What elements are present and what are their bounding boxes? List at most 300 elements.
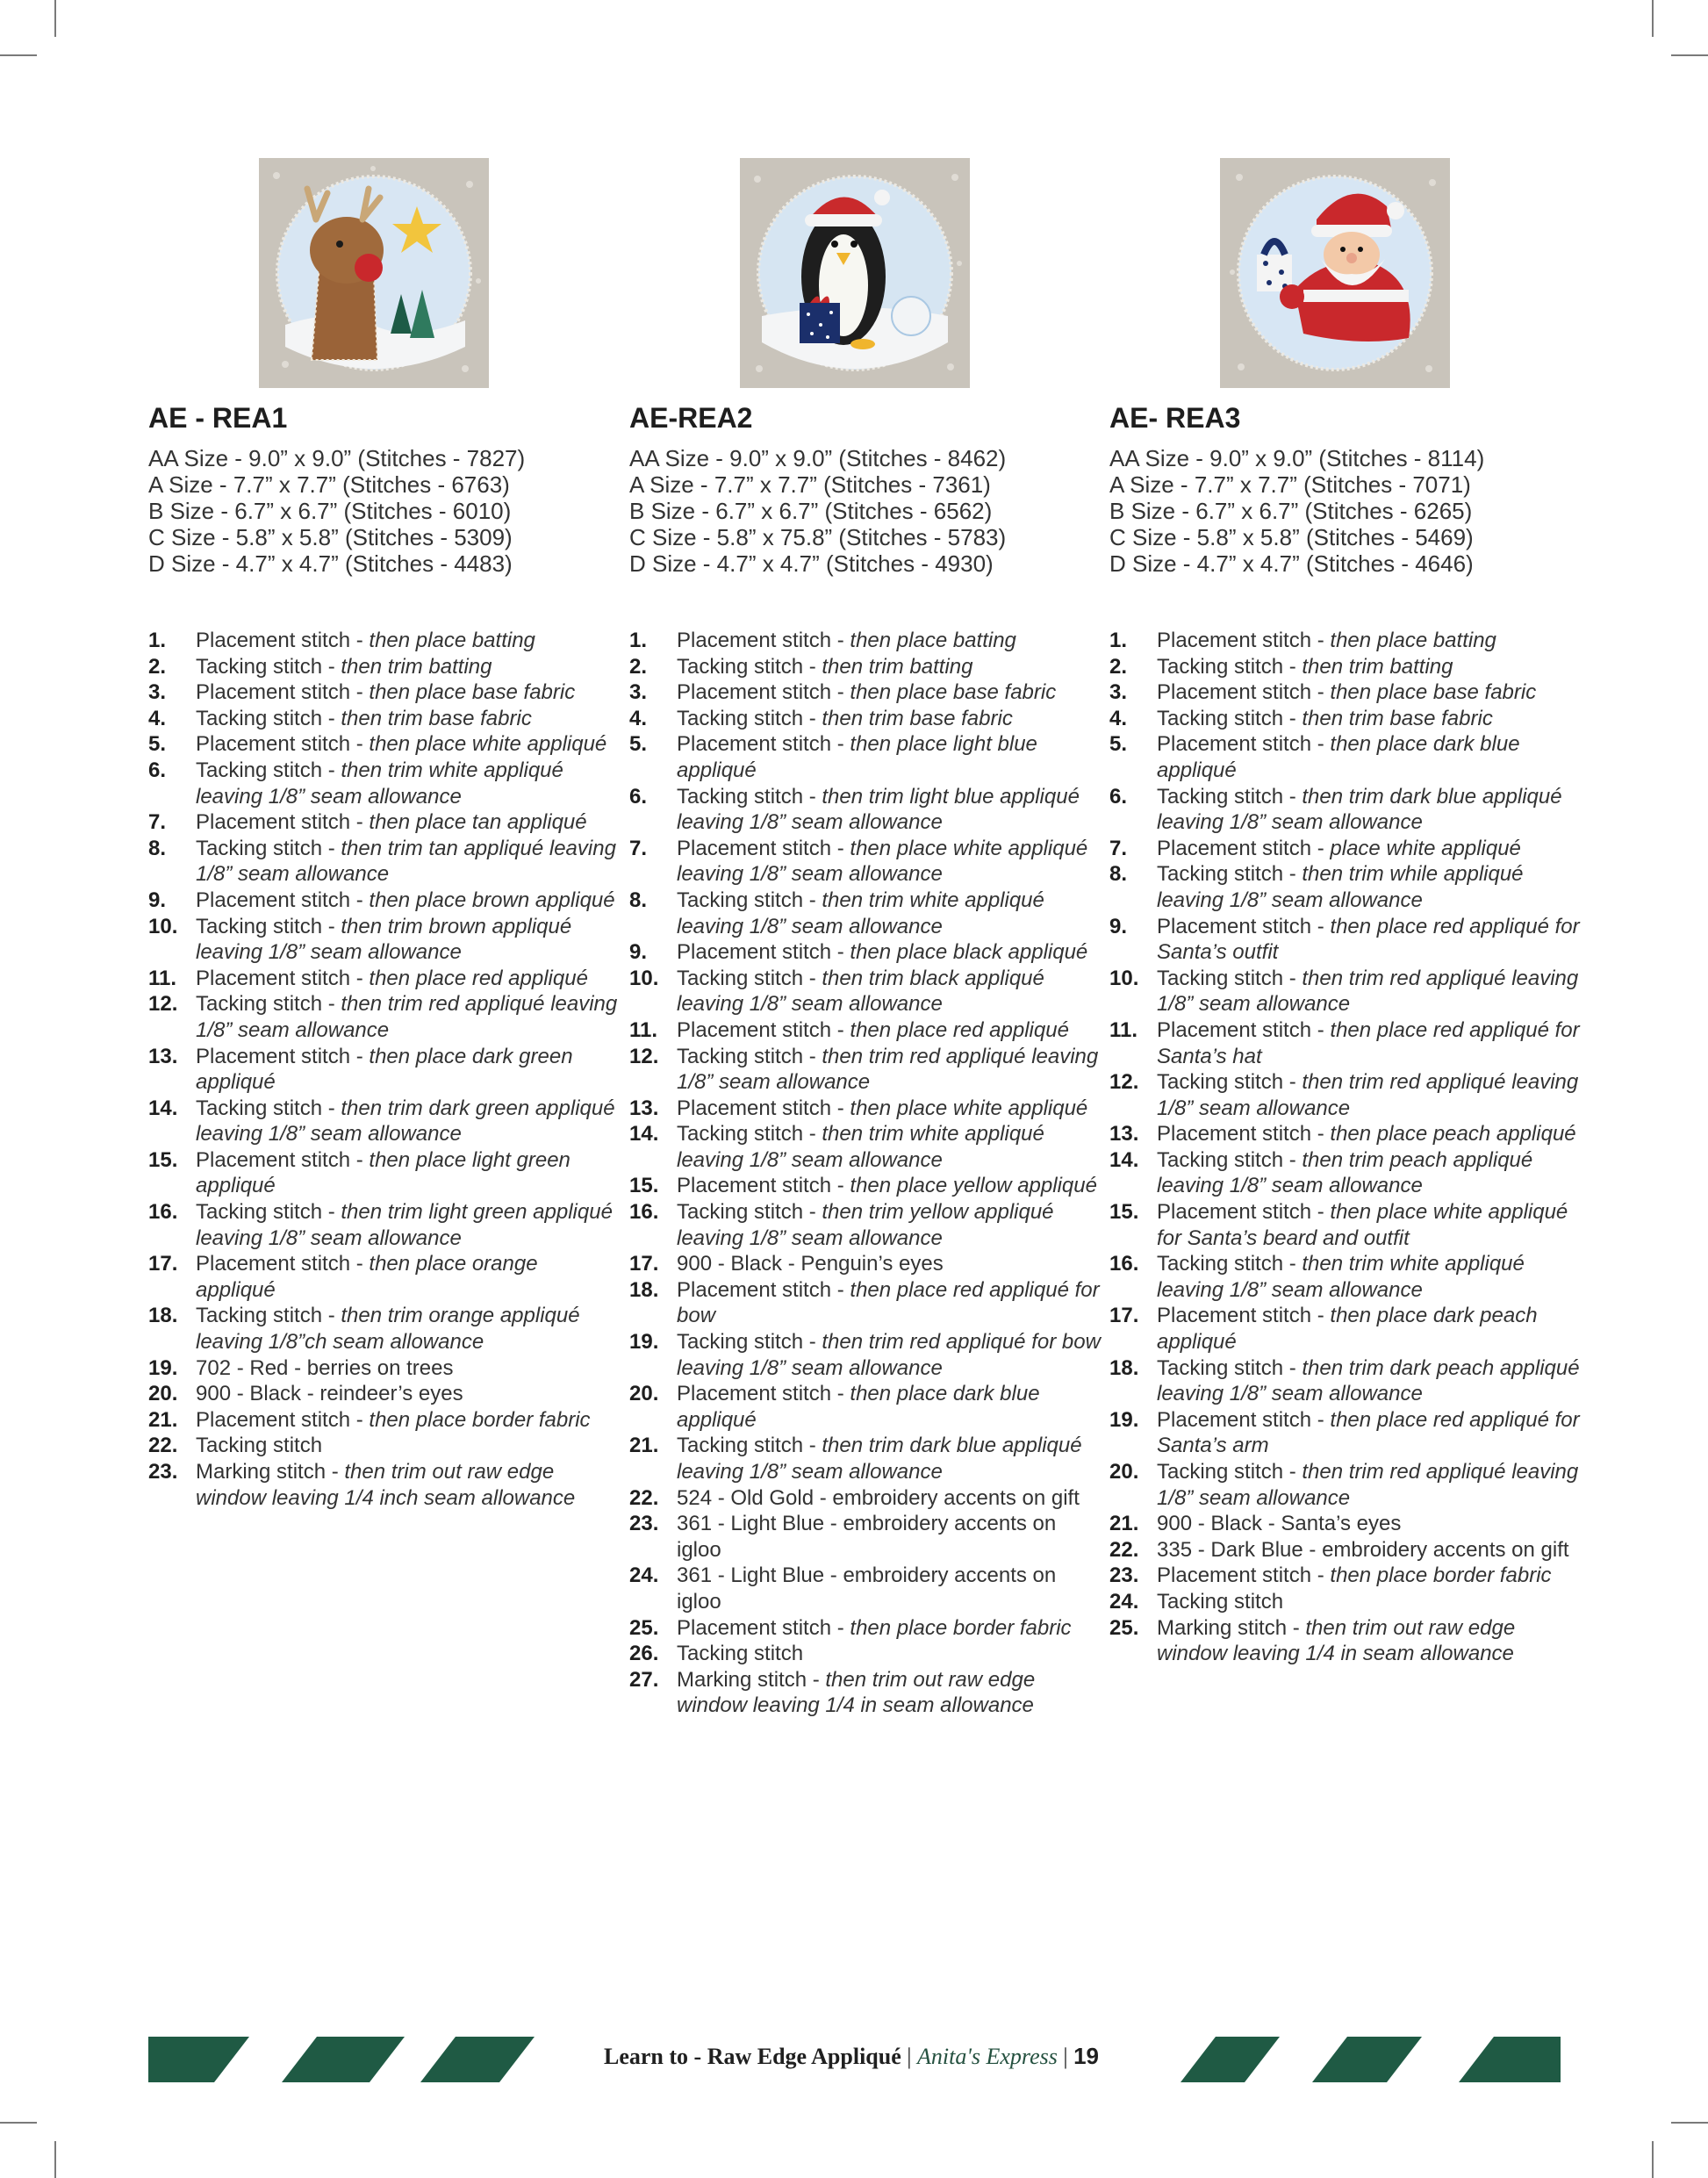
step-number: 8. <box>1109 862 1128 887</box>
step-number: 8. <box>629 888 648 912</box>
step-text: Tacking stitch - <box>677 1434 822 1458</box>
step-instruction: then trim red appliqué leaving 1/8” seam allowance <box>196 992 618 1042</box>
step-text: Placement stitch - <box>1157 1407 1331 1432</box>
step-instruction: then place red appliqué <box>850 1017 1069 1042</box>
step-item <box>1109 1537 1583 1563</box>
step-instruction: then trim peach appliqué leaving 1/8” seam allowance <box>1157 1147 1533 1198</box>
step-item <box>1109 628 1583 654</box>
step-text: Marking stitch - <box>677 1667 826 1692</box>
crop-mark <box>0 54 37 56</box>
step-number: 19. <box>629 1330 659 1355</box>
step-number: 22. <box>629 1485 659 1510</box>
step-number: 18. <box>629 1277 659 1302</box>
step-number: 20. <box>148 1382 178 1406</box>
step-item <box>629 679 1103 706</box>
step-number: 19. <box>1109 1407 1139 1432</box>
step-item <box>148 809 622 836</box>
step-item <box>148 1199 622 1251</box>
step-number: 3. <box>1109 680 1128 705</box>
step-instruction: then trim out raw edge window leaving 1/4 in seam allowance <box>677 1667 1036 1718</box>
step-item <box>629 1641 1103 1667</box>
step-text: 900 - Black - Santa’s eyes <box>1157 1512 1402 1536</box>
step-text: Placement stitch - <box>196 1147 370 1172</box>
step-text: Tacking stitch - <box>677 1044 822 1068</box>
footer-separator: | <box>1063 2044 1068 2069</box>
step-instruction: then trim batting <box>1302 654 1453 679</box>
step-instruction: then place dark peach appliqué <box>1157 1304 1538 1355</box>
step-item <box>629 706 1103 732</box>
step-item <box>629 1485 1103 1512</box>
step-item <box>1109 784 1583 836</box>
step-text: Tacking stitch - <box>1157 1460 1303 1484</box>
step-instruction: then place brown appliqué <box>369 888 615 912</box>
step-item <box>148 1096 622 1147</box>
step-instruction: then trim red appliqué for bow leaving 1/8” seam allowance <box>677 1330 1101 1380</box>
step-text: Placement stitch - <box>1157 914 1331 938</box>
step-text: Tacking stitch - <box>677 1122 822 1147</box>
step-number: 15. <box>629 1174 659 1198</box>
step-number: 22. <box>1109 1537 1139 1562</box>
step-item <box>629 628 1103 654</box>
step-instruction: then place light green appliqué <box>196 1147 571 1198</box>
footer <box>604 2043 1099 2070</box>
step-text: Placement stitch - <box>1157 1122 1331 1147</box>
step-list <box>1109 628 1583 1667</box>
step-number: 14. <box>629 1122 659 1147</box>
step-instruction: then place dark green appliqué <box>196 1044 573 1095</box>
stripe <box>1181 2037 1280 2082</box>
step-number: 6. <box>1109 784 1128 809</box>
step-instruction: then trim dark peach appliqué leaving 1/8” seam allowance <box>1157 1355 1580 1406</box>
step-item <box>148 1147 622 1199</box>
step-number: 21. <box>148 1407 178 1432</box>
step-item <box>148 1459 622 1511</box>
step-instruction: then place white appliqué leaving 1/8” seam allowance <box>677 836 1088 887</box>
step-text: Placement stitch - <box>196 966 370 990</box>
step-instruction: then place base fabric <box>850 680 1057 705</box>
step-number: 14. <box>1109 1147 1139 1172</box>
size-list <box>148 445 622 577</box>
size-d: D Size - 4.7” x 4.7” (Stitches - 4930) <box>629 550 994 577</box>
step-text: Placement stitch - <box>677 1017 850 1042</box>
step-item <box>148 731 622 758</box>
step-instruction: then place batting <box>850 629 1016 652</box>
step-number: 7. <box>148 810 167 835</box>
stripe <box>420 2037 535 2082</box>
step-item <box>1109 1563 1583 1589</box>
step-item <box>629 1199 1103 1251</box>
step-text: Tacking stitch - <box>196 758 341 782</box>
step-text: Marking stitch - <box>1157 1615 1306 1640</box>
step-item <box>1109 1355 1583 1407</box>
step-instruction: then trim white appliqué leaving 1/8” seam allowance <box>196 758 563 809</box>
step-number: 10. <box>629 966 659 990</box>
step-instruction: then trim dark green appliqué leaving 1/8” seam allowance <box>196 1096 615 1147</box>
step-text: Tacking stitch - <box>1157 1252 1303 1276</box>
step-number: 6. <box>148 758 167 782</box>
step-instruction: then trim out raw edge window leaving 1/4 in seam allowance <box>1157 1615 1516 1666</box>
step-text: Placement stitch - <box>196 1407 370 1432</box>
step-number: 9. <box>148 888 167 912</box>
step-instruction: then trim red appliqué leaving 1/8” seam allowance <box>1157 966 1579 1017</box>
step-number: 3. <box>148 680 167 705</box>
step-instruction: then place batting <box>1330 629 1496 652</box>
crop-mark <box>1652 2141 1654 2178</box>
step-instruction: then trim base fabric <box>341 706 532 730</box>
step-number: 4. <box>629 706 648 730</box>
size-c: C Size - 5.8” x 5.8” (Stitches - 5469) <box>1109 524 1474 550</box>
step-item <box>629 1017 1103 1044</box>
step-item <box>148 628 622 654</box>
step-text: Placement stitch - <box>677 940 850 965</box>
step-number: 9. <box>629 940 648 965</box>
step-item <box>148 1407 622 1434</box>
step-number: 5. <box>629 732 648 757</box>
step-number: 1. <box>1109 629 1128 652</box>
step-text: Placement stitch - <box>1157 1200 1331 1225</box>
step-number: 25. <box>629 1615 659 1640</box>
step-instruction: then place border fabric <box>1330 1563 1552 1588</box>
step-number: 7. <box>1109 836 1128 860</box>
footer-stripes-left <box>148 2037 543 2082</box>
step-instruction: then trim batting <box>341 654 492 679</box>
step-item <box>629 1121 1103 1173</box>
size-list <box>629 445 1103 577</box>
crop-mark <box>1671 54 1708 56</box>
step-number: 11. <box>148 966 177 990</box>
size-a: A Size - 7.7” x 7.7” (Stitches - 6763) <box>148 471 510 498</box>
step-item <box>148 966 622 992</box>
step-item <box>148 1044 622 1096</box>
product-code: AE - REA1 <box>148 402 288 434</box>
step-text: 900 - Black - Penguin’s eyes <box>677 1252 944 1276</box>
step-text: Tacking stitch - <box>677 654 822 679</box>
step-text: Placement stitch - <box>196 629 370 652</box>
step-text: 524 - Old Gold - embroidery accents on gift <box>677 1485 1080 1510</box>
step-instruction: then place white appliqué <box>369 732 607 757</box>
step-text: Tacking stitch - <box>677 888 822 912</box>
step-instruction: then place border fabric <box>369 1407 591 1432</box>
step-text: Tacking stitch - <box>196 992 341 1017</box>
size-c: C Size - 5.8” x 5.8” (Stitches - 5309) <box>148 524 513 550</box>
product-column-1 <box>148 158 622 1511</box>
step-text: Tacking stitch - <box>677 1330 822 1355</box>
step-number: 18. <box>148 1304 178 1328</box>
penguin-applique-image <box>740 158 970 388</box>
step-text: Placement stitch - <box>677 1277 850 1302</box>
step-instruction: then trim red appliqué leaving 1/8” seam allowance <box>1157 1070 1579 1120</box>
step-list <box>629 628 1103 1719</box>
stripe <box>148 2037 249 2082</box>
step-item <box>1109 1069 1583 1121</box>
step-number: 4. <box>148 706 167 730</box>
step-instruction: then trim white appliqué leaving 1/8” seam allowance <box>1157 1252 1525 1302</box>
step-number: 13. <box>148 1044 178 1068</box>
step-number: 25. <box>1109 1615 1139 1640</box>
step-number: 2. <box>629 654 648 679</box>
step-item <box>148 836 622 888</box>
step-instruction: then trim dark blue appliqué leaving 1/8” seam allowance <box>677 1434 1082 1484</box>
step-number: 12. <box>629 1044 659 1068</box>
step-text: Placement stitch - <box>196 680 370 705</box>
step-number: 16. <box>148 1200 178 1225</box>
step-instruction: then trim dark blue appliqué leaving 1/8” seam allowance <box>1157 784 1562 835</box>
crop-mark <box>0 2122 37 2124</box>
step-text: Tacking stitch - <box>677 966 822 990</box>
step-text: Tacking stitch - <box>196 836 341 860</box>
step-instruction: then place base fabric <box>369 680 576 705</box>
step-text: Tacking stitch - <box>677 784 822 809</box>
step-number: 2. <box>1109 654 1128 679</box>
step-number: 22. <box>148 1434 178 1458</box>
step-number: 3. <box>629 680 648 705</box>
step-item <box>148 654 622 680</box>
step-item <box>629 1096 1103 1122</box>
step-instruction: then trim yellow appliqué leaving 1/8” seam allowance <box>677 1200 1054 1250</box>
step-text: Placement stitch - <box>1157 732 1331 757</box>
santa-applique-image <box>1220 158 1450 388</box>
step-item <box>1109 654 1583 680</box>
step-instruction: then place white appliqué <box>850 1096 1088 1120</box>
step-item <box>629 1044 1103 1096</box>
step-number: 1. <box>148 629 167 652</box>
step-item <box>1109 731 1583 783</box>
size-list <box>1109 445 1583 577</box>
step-item <box>1109 1511 1583 1537</box>
crop-mark <box>54 2141 56 2178</box>
step-text: Tacking stitch - <box>196 654 341 679</box>
step-number: 16. <box>629 1200 659 1225</box>
step-instruction: then place base fabric <box>1330 680 1537 705</box>
step-text: 702 - Red - berries on trees <box>196 1355 454 1380</box>
stripe <box>1312 2037 1422 2082</box>
step-item <box>629 1667 1103 1719</box>
step-item <box>1109 914 1583 966</box>
step-number: 24. <box>629 1563 659 1588</box>
step-item <box>629 939 1103 966</box>
step-item <box>629 1329 1103 1381</box>
step-text: 361 - Light Blue - embroidery accents on igloo <box>677 1563 1057 1614</box>
step-instruction: then place dark blue appliqué <box>677 1382 1040 1432</box>
step-instruction: then place white appliqué for Santa’s beard and outfit <box>1157 1200 1568 1250</box>
step-text: Tacking stitch - <box>1157 1070 1303 1095</box>
step-item <box>629 966 1103 1017</box>
step-item <box>148 1381 622 1407</box>
step-text: Tacking stitch - <box>196 1096 341 1120</box>
step-number: 24. <box>1109 1589 1139 1614</box>
step-item <box>148 758 622 809</box>
step-text: Tacking stitch - <box>196 706 341 730</box>
size-c: C Size - 5.8” x 75.8” (Stitches - 5783) <box>629 524 1007 550</box>
step-text: Tacking stitch - <box>1157 654 1303 679</box>
step-number: 20. <box>1109 1460 1139 1484</box>
step-text: Placement stitch - <box>196 1252 370 1276</box>
size-d: D Size - 4.7” x 4.7” (Stitches - 4483) <box>148 550 513 577</box>
step-number: 10. <box>148 914 178 938</box>
step-item <box>1109 1121 1583 1147</box>
size-b: B Size - 6.7” x 6.7” (Stitches - 6010) <box>148 498 512 524</box>
step-text: Placement stitch - <box>1157 1017 1331 1042</box>
step-instruction: then trim red appliqué leaving 1/8” seam allowance <box>677 1044 1099 1095</box>
step-instruction: then place batting <box>369 629 535 652</box>
step-instruction: then place yellow appliqué <box>850 1174 1097 1198</box>
step-number: 23. <box>1109 1563 1139 1588</box>
step-text: Placement stitch - <box>677 1615 850 1640</box>
step-text: Placement stitch - <box>196 888 370 912</box>
crop-mark <box>1652 0 1654 37</box>
step-number: 12. <box>1109 1070 1139 1095</box>
step-number: 16. <box>1109 1252 1139 1276</box>
step-text: 900 - Black - reindeer’s eyes <box>196 1382 463 1406</box>
size-a: A Size - 7.7” x 7.7” (Stitches - 7361) <box>629 471 991 498</box>
step-instruction: then place red appliqué for Santa’s hat <box>1157 1017 1580 1068</box>
step-item <box>1109 1251 1583 1303</box>
step-item <box>1109 706 1583 732</box>
step-text: Placement stitch - <box>196 1044 370 1068</box>
page-number: 19 <box>1073 2043 1099 2069</box>
step-text: Placement stitch - <box>1157 629 1331 652</box>
step-instruction: then trim tan appliqué leaving 1/8” seam allowance <box>196 836 616 887</box>
step-instruction: then place peach appliqué <box>1330 1122 1576 1147</box>
step-instruction: then place black appliqué <box>850 940 1088 965</box>
footer-stripes-right <box>1176 2037 1562 2082</box>
step-text: Tacking stitch <box>196 1434 323 1458</box>
step-text: Placement stitch - <box>1157 1563 1331 1588</box>
step-number: 12. <box>148 992 178 1017</box>
step-number: 19. <box>148 1355 178 1380</box>
step-item <box>629 1511 1103 1563</box>
step-number: 11. <box>1109 1017 1138 1042</box>
step-text: Placement stitch - <box>677 1096 850 1120</box>
step-item <box>1109 1407 1583 1459</box>
product-column-2 <box>629 158 1103 1719</box>
step-text: Placement stitch - <box>1157 1304 1331 1328</box>
step-instruction: then trim base fabric <box>822 706 1013 730</box>
step-text: Tacking stitch - <box>677 1200 822 1225</box>
step-number: 5. <box>1109 732 1128 757</box>
step-instruction: then place red appliqué <box>369 966 588 990</box>
step-number: 26. <box>629 1642 659 1666</box>
step-item <box>148 706 622 732</box>
step-instruction: then place tan appliqué <box>369 810 587 835</box>
step-number: 27. <box>629 1667 659 1692</box>
step-instruction: then place light blue appliqué <box>677 732 1037 782</box>
step-number: 23. <box>629 1512 659 1536</box>
stripe <box>1459 2037 1561 2082</box>
step-instruction: then trim base fabric <box>1302 706 1493 730</box>
step-number: 1. <box>629 629 648 652</box>
step-text: Tacking stitch <box>677 1642 804 1666</box>
step-number: 15. <box>148 1147 178 1172</box>
step-instruction: then place red appliqué for bow <box>677 1277 1100 1328</box>
step-number: 5. <box>148 732 167 757</box>
step-number: 18. <box>1109 1355 1139 1380</box>
step-number: 15. <box>1109 1200 1139 1225</box>
step-text: Placement stitch - <box>677 680 850 705</box>
step-text: Placement stitch - <box>1157 680 1331 705</box>
step-item <box>148 1251 622 1303</box>
step-item <box>629 836 1103 888</box>
crop-mark <box>54 0 56 37</box>
step-item <box>1109 861 1583 913</box>
step-item <box>1109 1199 1583 1251</box>
step-instruction: then place orange appliqué <box>196 1252 538 1302</box>
step-number: 17. <box>1109 1304 1139 1328</box>
step-item <box>629 1173 1103 1199</box>
size-b: B Size - 6.7” x 6.7” (Stitches - 6562) <box>629 498 993 524</box>
step-number: 13. <box>1109 1122 1139 1147</box>
step-item <box>629 1433 1103 1484</box>
step-text: Tacking stitch - <box>196 1200 341 1225</box>
step-number: 10. <box>1109 966 1139 990</box>
product-code: AE- REA3 <box>1109 402 1241 434</box>
step-instruction: then trim black appliqué leaving 1/8” seam allowance <box>677 966 1044 1017</box>
step-item <box>148 888 622 914</box>
step-instruction: then place red appliqué for Santa’s outfit <box>1157 914 1580 965</box>
step-text: Placement stitch - <box>677 836 850 860</box>
step-number: 6. <box>629 784 648 809</box>
step-text: Tacking stitch - <box>677 706 822 730</box>
step-item <box>148 914 622 966</box>
step-number: 2. <box>148 654 167 679</box>
step-item <box>1109 1615 1583 1667</box>
step-item <box>148 991 622 1043</box>
step-number: 21. <box>1109 1512 1139 1536</box>
step-item <box>629 731 1103 783</box>
step-item <box>629 1381 1103 1433</box>
step-item <box>629 1251 1103 1277</box>
step-number: 7. <box>629 836 648 860</box>
step-number: 8. <box>148 836 167 860</box>
step-item <box>629 888 1103 939</box>
step-text: Placement stitch - <box>1157 836 1331 860</box>
product-code: AE-REA2 <box>629 402 753 434</box>
step-item <box>1109 1459 1583 1511</box>
step-instruction: then trim white appliqué leaving 1/8” seam allowance <box>677 1122 1044 1172</box>
step-text: Tacking stitch - <box>1157 706 1303 730</box>
step-number: 11. <box>629 1017 658 1042</box>
step-item <box>148 1433 622 1459</box>
step-instruction: then trim orange appliqué leaving 1/8”ch seam allowance <box>196 1304 580 1355</box>
step-text: Tacking stitch - <box>1157 862 1303 887</box>
step-text: Placement stitch - <box>677 629 850 652</box>
size-b: B Size - 6.7” x 6.7” (Stitches - 6265) <box>1109 498 1473 524</box>
step-instruction: then trim out raw edge window leaving 1/4 inch seam allowance <box>196 1460 576 1510</box>
step-instruction: then place red appliqué for Santa’s arm <box>1157 1407 1580 1458</box>
step-number: 13. <box>629 1096 659 1120</box>
step-number: 4. <box>1109 706 1128 730</box>
step-item <box>148 1355 622 1382</box>
step-item <box>1109 966 1583 1017</box>
stripe <box>282 2037 405 2082</box>
crop-mark <box>1671 2122 1708 2124</box>
step-instruction: then trim red appliqué leaving 1/8” seam allowance <box>1157 1460 1579 1510</box>
footer-brand: Anita's Express <box>916 2044 1058 2069</box>
step-item <box>1109 1017 1583 1069</box>
step-item <box>629 1615 1103 1642</box>
step-item <box>1109 836 1583 862</box>
step-text: Tacking stitch - <box>1157 1147 1303 1172</box>
step-text: Tacking stitch - <box>1157 784 1303 809</box>
step-number: 14. <box>148 1096 178 1120</box>
step-instruction: place white appliqué <box>1330 836 1521 860</box>
step-item <box>1109 1147 1583 1199</box>
step-number: 17. <box>148 1252 178 1276</box>
step-item <box>148 679 622 706</box>
size-a: A Size - 7.7” x 7.7” (Stitches - 7071) <box>1109 471 1471 498</box>
step-text: Tacking stitch - <box>196 1304 341 1328</box>
step-item <box>148 1303 622 1355</box>
